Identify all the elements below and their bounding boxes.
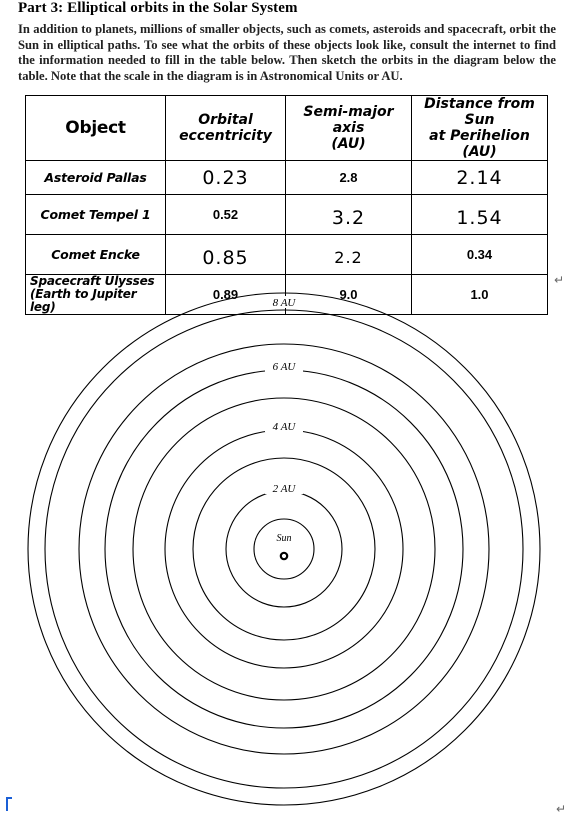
cell-object: Comet Encke (26, 235, 166, 275)
table-row (26, 195, 548, 235)
cell-perihelion: 0.34 (412, 235, 548, 275)
header-eccentricity-line1: Orbital (198, 112, 253, 128)
cell-semimajor: 2.2 (286, 235, 412, 275)
table-header-row (26, 96, 548, 161)
cell-object: Asteroid Pallas (26, 161, 166, 195)
cell-object: Comet Tempel 1 (26, 195, 166, 235)
cell-object-line2: (Earth to Jupiter leg) (30, 287, 137, 314)
cell-semimajor: 3.2 (286, 195, 412, 235)
cell-semimajor: 2.8 (286, 161, 412, 195)
orbit-diagram (0, 280, 570, 810)
cell-eccentricity: 0.52 (166, 195, 286, 235)
ring-4au (165, 430, 403, 668)
header-perihelion (412, 96, 548, 161)
header-semimajor-line2: (AU) (331, 136, 366, 152)
ring-7au (79, 344, 489, 754)
header-semimajor (286, 96, 412, 161)
cell-perihelion: 1.0 (412, 275, 548, 315)
intro-paragraph: In addition to planets, millions of smaller objects, such as comets, asteroids and spacecraft, orbit the Sun in elliptical paths. To see what the orbits of these objects look like, consult the internet to find the information needed to fill in the table below. Then sketch the orbits in the diagram below the table. Note that the scale in the diagram is in Astronomical Units or AU. (18, 22, 556, 83)
ring-1au (254, 519, 314, 579)
header-eccentricity (166, 96, 286, 161)
header-perihelion-line2: at Perihelion (AU) (429, 128, 530, 160)
cell-perihelion: 1.54 (412, 195, 548, 235)
table-row (26, 235, 548, 275)
header-perihelion-line1: Distance from Sun (424, 96, 535, 128)
paragraph-mark-icon: ↵ (556, 802, 567, 816)
text-cursor-icon (6, 797, 8, 811)
cell-eccentricity: 0.89 (166, 275, 286, 315)
header-eccentricity-line2: eccentricity (179, 128, 272, 144)
ring-label-6au: 6 AU (272, 361, 296, 373)
ring-label-2au: 2 AU (272, 483, 296, 495)
table-row (26, 161, 548, 195)
cell-object-line1: Spacecraft Ulysses (30, 274, 155, 288)
ring-2au (226, 491, 342, 607)
cell-eccentricity: 0.85 (166, 235, 286, 275)
ring-label-4au: 4 AU (272, 421, 296, 433)
cell-perihelion: 2.14 (412, 161, 548, 195)
sun-label: Sun (276, 533, 292, 544)
paragraph-mark-icon: ↵ (554, 273, 565, 287)
cell-semimajor: 9.0 (286, 275, 412, 315)
header-object: Object (26, 96, 166, 161)
ring-8au (45, 310, 523, 788)
header-semimajor-line1: Semi-major axis (303, 104, 394, 136)
sun-icon (281, 553, 287, 559)
cell-eccentricity: 0.23 (166, 161, 286, 195)
ring-5au (133, 398, 435, 700)
ring-label-8au: 8 AU (272, 297, 296, 309)
section-heading: Part 3: Elliptical orbits in the Solar System (18, 0, 298, 16)
